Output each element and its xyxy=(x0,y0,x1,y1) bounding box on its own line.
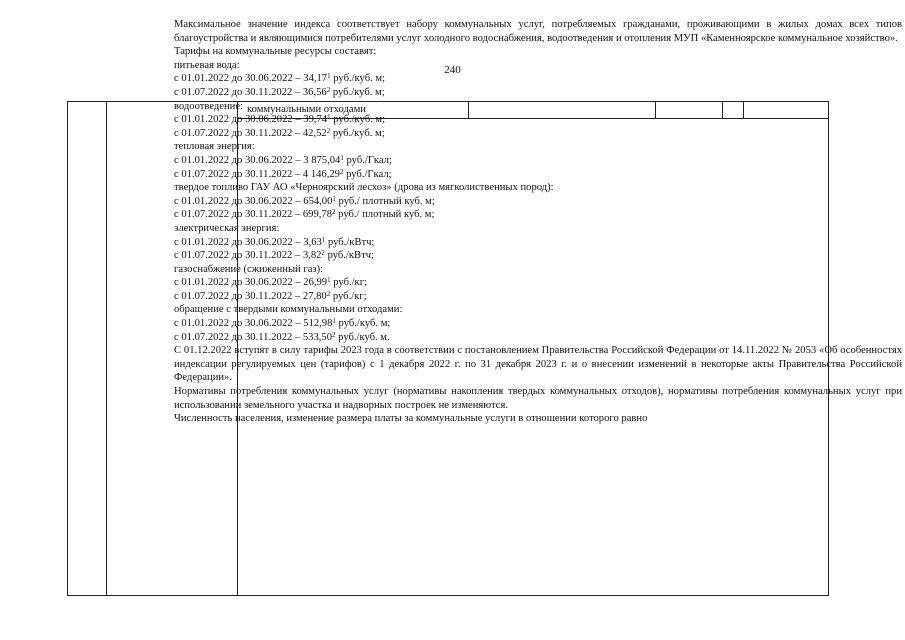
rate-value: с 01.01.2022 до 30.06.2022 – 3 875,04 xyxy=(174,154,341,166)
rate-unit: руб./куб. м; xyxy=(330,114,386,126)
tariff-rate xyxy=(174,154,902,168)
rate-unit: руб./ плотный куб. м; xyxy=(335,209,435,221)
footnote-marker: 1 xyxy=(332,317,336,326)
rate-unit: руб./куб. м. xyxy=(335,331,390,343)
rate-value: с 01.07.2022 до 30.11.2022 – 3,82 xyxy=(174,250,322,262)
rate-unit: руб./Гкал; xyxy=(343,154,392,166)
table-content xyxy=(174,18,902,426)
footnote-marker: 2 xyxy=(332,330,336,339)
rate-unit: руб./ плотный куб. м; xyxy=(335,195,435,207)
rate-value: с 01.07.2022 до 30.11.2022 – 27,80 xyxy=(174,290,327,302)
footnote-marker: 2 xyxy=(321,249,325,258)
rate-unit: руб./кВтч; xyxy=(324,250,374,262)
tariff-list xyxy=(174,59,902,344)
paragraph: Максимальное значение индекса соответствует набору коммунальных услуг, потребляемых гражданами, проживающими в жилых домах всех типов благоустройства и являющимися потребителями услуг холодного водоснабжения, водоотведения и отопления МУП «Каменноярское коммунальное хозяйство». xyxy=(174,19,902,44)
footnote-marker: 1 xyxy=(321,235,326,244)
footnote-marker: 1 xyxy=(340,153,344,162)
rate-value: с 01.07.2022 до 30.11.2022 – 699,78 xyxy=(174,209,333,221)
rate-unit: руб./Гкал; xyxy=(343,168,392,180)
rate-unit: руб./куб. м; xyxy=(330,73,386,85)
tariff-rate xyxy=(174,290,902,304)
rate-unit: руб./кг; xyxy=(330,290,367,302)
tariff-rate xyxy=(174,208,902,222)
tariff-name: обращение с твердыми коммунальными отходами: xyxy=(174,304,403,316)
tariff-rate xyxy=(174,127,902,141)
tariff-rate xyxy=(174,331,902,345)
rate-unit: руб./куб. м; xyxy=(330,86,385,98)
paragraph: Численность населения, изменение размера платы за коммунальные услуги в отношении которого равно xyxy=(174,413,648,425)
paragraph: Тарифы на коммунальные ресурсы составят: xyxy=(174,46,377,58)
rate-value: с 01.01.2022 до 30.06.2022 – 26,99 xyxy=(174,277,328,289)
footnote-marker: 2 xyxy=(339,167,344,176)
footnote-marker: 1 xyxy=(327,276,331,285)
tariff-name: водоотведение: xyxy=(174,100,243,112)
tariff-name: твердое топливо ГАУ АО «Черноярский лесхоз» (дрова из мягколиственных пород): xyxy=(174,182,554,194)
paragraph: С 01.12.2022 вступят в силу тарифы 2023 года в соответствии с постановлением Правительства Российской Федерации от 14.11.2022 № 2053 «Об особенностях индексации регулируемых цен (тарифов) с 1 декабря 2022 г. по 31 декабря 2023 г. и о внесении изменений в некоторые акты Правительства Российской Федерации». xyxy=(174,345,902,384)
tariff-rate xyxy=(174,317,902,331)
tariff-rate xyxy=(174,249,902,263)
rate-unit: руб./кВтч; xyxy=(325,236,375,248)
rate-unit: руб./куб. м; xyxy=(335,318,391,330)
tariff-rate xyxy=(174,72,902,86)
tariff-name: электрическая энергия: xyxy=(174,222,280,234)
tariff-rate xyxy=(174,276,902,290)
tariff-rate xyxy=(174,168,902,182)
footnote-marker: 1 xyxy=(327,72,331,81)
rate-value: с 01.07.2022 до 30.11.2022 – 36,56 xyxy=(174,86,327,98)
rate-value: с 01.01.2022 до 30.06.2022 – 654,00 xyxy=(174,195,333,207)
tariff-rate xyxy=(174,113,902,127)
top-row-text: коммунальными отходами xyxy=(247,104,366,115)
footnote-marker: 1 xyxy=(332,194,336,203)
rate-value: с 01.01.2022 до 30.06.2022 – 3,63 xyxy=(174,236,322,248)
tariff-rate xyxy=(174,195,902,209)
rate-value: с 01.07.2022 до 30.11.2022 – 42,52 xyxy=(174,127,327,139)
tariff-name: тепловая энергия: xyxy=(174,141,255,153)
footnote-marker: 2 xyxy=(326,85,331,94)
page-number: 240 xyxy=(444,64,461,76)
rate-value: с 01.01.2022 до 30.06.2022 – 39,74 xyxy=(174,114,328,126)
footnote-marker: 2 xyxy=(326,289,331,298)
tariff-name: питьевая вода: xyxy=(174,59,240,71)
rate-value: с 01.07.2022 до 30.11.2022 – 533,50 xyxy=(174,331,333,343)
rate-value: с 01.01.2022 до 30.06.2022 – 34,17 xyxy=(174,73,328,85)
paragraph: Нормативы потребления коммунальных услуг (нормативы накопления твердых коммунальных отходов), нормативы потребления коммунальных услуг при использовании земельного участка и надворных построек не изменяются. xyxy=(174,386,902,411)
footnote-marker: 2 xyxy=(326,126,331,135)
column-divider-1 xyxy=(106,102,107,595)
tariff-rate xyxy=(174,236,902,250)
footnote-marker: 2 xyxy=(332,208,336,217)
tariff-rate xyxy=(174,86,902,100)
tariff-name: газоснабжение (сжиженный газ): xyxy=(174,263,324,275)
rate-unit: руб./кг; xyxy=(330,277,367,289)
footnote-marker: 1 xyxy=(327,113,331,122)
rate-unit: руб./куб. м; xyxy=(330,127,385,139)
rate-value: с 01.07.2022 до 30.11.2022 – 4 146,29 xyxy=(174,168,340,180)
rate-value: с 01.01.2022 до 30.06.2022 – 512,98 xyxy=(174,318,333,330)
